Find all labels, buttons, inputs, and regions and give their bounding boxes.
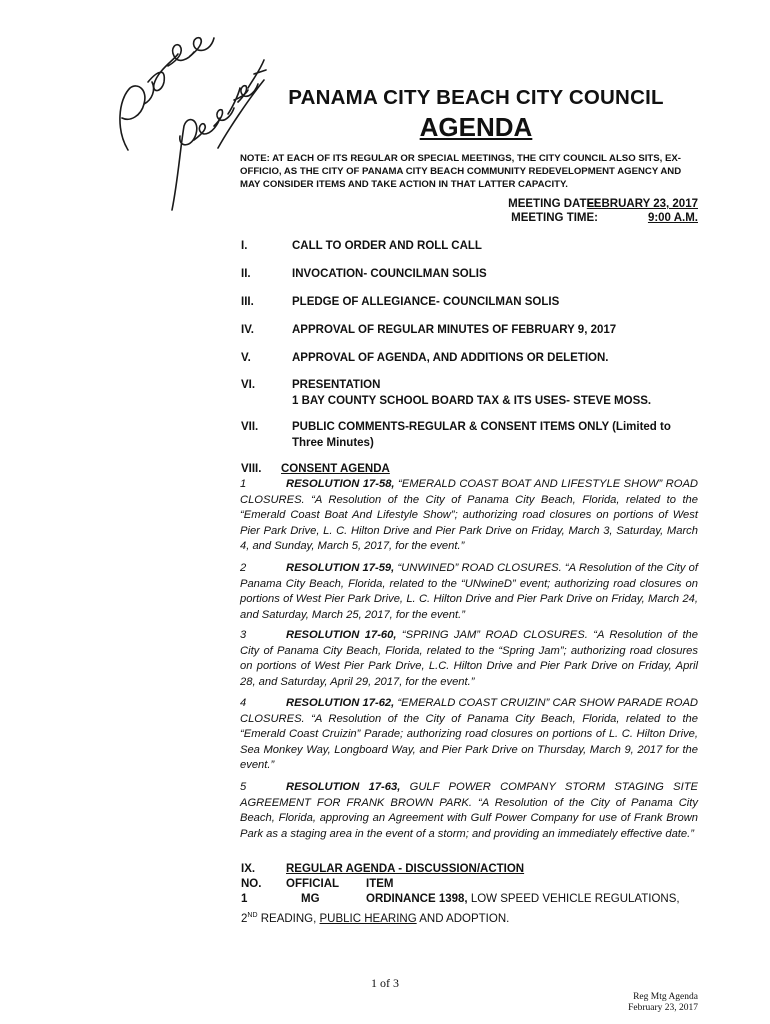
row-official: MG: [301, 893, 320, 905]
column-item: ITEM: [366, 878, 394, 890]
reading-text: READING,: [257, 912, 320, 925]
column-no: NO.: [241, 878, 262, 890]
section-title: CONSENT AGENDA: [281, 463, 390, 475]
row-item: [366, 892, 699, 908]
resolution-item: [240, 561, 698, 623]
item-text: PLEDGE OF ALLEGIANCE- COUNCILMAN SOLIS: [292, 296, 560, 308]
resolution-number: 1: [240, 478, 247, 490]
reading-number: 2: [241, 912, 248, 925]
resolution-text: “EMERALD COAST CRUIZIN” CAR SHOW PARADE ROAD CLOSURES. “A Resolution of the City of Panama City Beach, Florida, related to the “Emerald Coast Cruizin” Parade; authorizing road closures on portions of L. C. Hilton Drive, Sea Monkey Way, Longboard Way, and Pier Park Drive on Thursday, March 9, 2017 for the event.”: [240, 697, 699, 771]
ordinance-text: LOW SPEED VEHICLE REGULATIONS,: [467, 893, 680, 905]
row-item-continued: [241, 908, 509, 927]
resolution-text: “UNWINED” ROAD CLOSURES. “A Resolution of the City of Panama City Beach, Florida, related to the “UNwineD” event; authorizing road closures on portions of West Pier Park Drive, L. C. Hilton Drive and Pier Park Drive on Friday, March 24, and Saturday, March 25, 2017, for the event.”: [240, 562, 699, 621]
resolution-id: RESOLUTION 17-62,: [286, 697, 395, 709]
item-text: CALL TO ORDER AND ROLL CALL: [292, 240, 482, 252]
public-hearing-text: PUBLIC HEARING: [319, 912, 417, 925]
resolution-id: RESOLUTION 17-63,: [286, 781, 401, 793]
consent-agenda-heading: [241, 463, 390, 475]
item-number: III.: [241, 296, 254, 308]
section-number: IX.: [241, 863, 256, 875]
agenda-heading: AGENDA: [419, 112, 533, 142]
resolution-number: 5: [240, 781, 247, 793]
resolution-id: RESOLUTION 17-59,: [286, 562, 395, 574]
footer-doc-name: Reg Mtg Agenda: [633, 992, 698, 1002]
item-number: II.: [241, 268, 251, 280]
resolution-text: GULF POWER COMPANY STORM STAGING SITE AGREEMENT FOR FRANK BROWN PARK. “A Resolution of the City of Panama City Beach, Florida, approving an Agreement with Gulf Power Company for use of Frank Brown Park as a staging area in the event of a storm; and providing an immediately effective date.”: [240, 781, 698, 840]
section-number: VIII.: [241, 463, 262, 475]
column-official: OFFICIAL: [286, 878, 340, 890]
resolution-number: 2: [240, 562, 247, 574]
item-number: V.: [241, 352, 251, 364]
section-title: REGULAR AGENDA - DISCUSSION/ACTION: [286, 863, 525, 875]
row-number: 1: [241, 893, 248, 905]
handwritten-annotation: [108, 30, 268, 220]
council-title: PANAMA CITY BEACH CITY COUNCIL: [288, 86, 664, 109]
item-text: INVOCATION- COUNCILMAN SOLIS: [292, 268, 487, 280]
item-text: PRESENTATION: [292, 379, 381, 391]
item-text: APPROVAL OF REGULAR MINUTES OF FEBRUARY 9, 2017: [292, 324, 617, 336]
resolution-item: [240, 780, 698, 842]
meeting-time-value: 9:00 A.M.: [647, 212, 698, 224]
item-text: PUBLIC COMMENTS-REGULAR & CONSENT ITEMS ONLY (Limited to Three Minutes): [292, 421, 671, 449]
item-number: I.: [241, 240, 248, 252]
item-number: IV.: [241, 324, 255, 336]
resolution-id: RESOLUTION 17-58,: [286, 478, 395, 490]
ordinance-id: ORDINANCE 1398,: [366, 893, 468, 905]
item-text: APPROVAL OF AGENDA, AND ADDITIONS OR DELETION.: [292, 352, 609, 364]
item-number: VII.: [241, 421, 259, 433]
resolution-text: “SPRING JAM” ROAD CLOSURES. “A Resolution of the City of Panama City Beach, Florida, related to the “Spring Jam”; authorizing road closures on portions of West Pier Park Drive, L.C. Hilton Drive and Pier Park Drive on Friday, April 28, and Saturday, April 29, 2017, for the event.”: [240, 629, 698, 688]
resolution-item: [240, 477, 698, 555]
cra-note: NOTE: AT EACH OF ITS REGULAR OR SPECIAL MEETINGS, THE CITY COUNCIL ALSO SITS, EX-OFFICIO, AS THE CITY OF PANAMA CITY BEACH COMMUNITY REDEVELOPMENT AGENCY AND MAY CONSIDER ITEMS AND TAKE ACTION IN THAT LATTER CAPACITY.: [240, 153, 682, 190]
resolution-number: 3: [240, 629, 247, 641]
resolution-id: RESOLUTION 17-60,: [286, 629, 397, 641]
item-number: VI.: [241, 379, 256, 391]
resolution-item: [240, 628, 698, 690]
meeting-time-label: MEETING TIME:: [511, 212, 598, 224]
footer-doc-date: February 23, 2017: [628, 1003, 698, 1013]
page-number: 1 of 3: [371, 976, 399, 990]
meeting-date-label: MEETING DATE:: [508, 198, 598, 210]
meeting-date-value: FEBRUARY 23, 2017: [586, 198, 698, 210]
reading-suffix: ND: [247, 912, 258, 919]
footer-doc-info: [628, 992, 698, 1014]
resolution-item: [240, 696, 698, 774]
resolution-text: “EMERALD COAST BOAT AND LIFESTYLE SHOW” ROAD CLOSURES. “A Resolution of the City of Panama City Beach, Florida, related to the “Emerald Coast Boat And Lifestyle Show”; authorizing road closures on portions of West Pier Park Drive, L. C. Hilton Drive and Pier Park Drive on Friday, March 3, Saturday, March 4, and Sunday, March 5, 2017, for the event.”: [240, 478, 699, 552]
item-subtext: 1 BAY COUNTY SCHOOL BOARD TAX & ITS USES- STEVE MOSS.: [292, 395, 652, 407]
adoption-text: AND ADOPTION.: [416, 912, 510, 925]
resolution-number: 4: [240, 697, 247, 709]
